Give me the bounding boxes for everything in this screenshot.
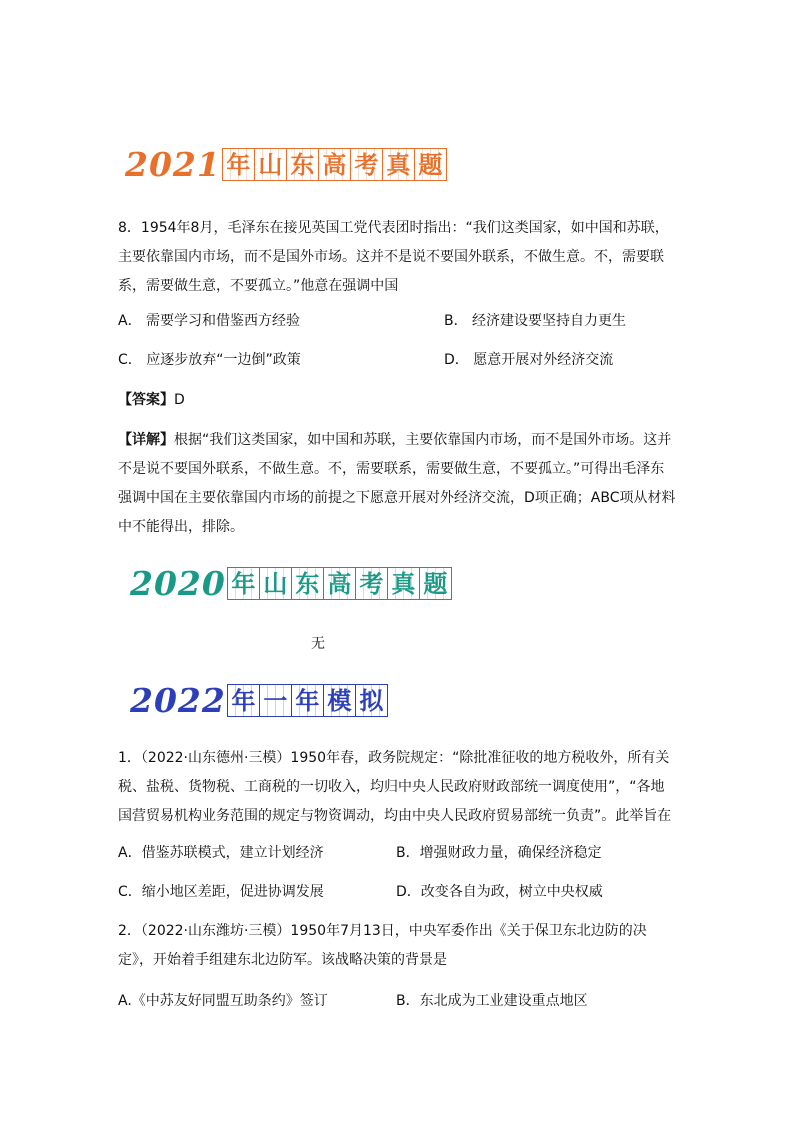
title-char: 拟	[355, 684, 388, 717]
question-2-option-a: A.《中苏友好同盟互助条约》签订	[118, 993, 328, 1009]
title-char: 山	[254, 148, 287, 181]
question-8-option-a: A． 需要学习和借鉴西方经验	[118, 313, 301, 329]
question-2-option-b: B．东北成为工业建设重点地区	[396, 993, 588, 1009]
title-char: 考	[350, 148, 383, 181]
question-8-detail	[118, 426, 678, 542]
question-1-option-a: A．借鉴苏联模式，建立计划经济	[118, 845, 324, 861]
section-year: 2021	[125, 145, 221, 184]
section-title-2021	[125, 145, 447, 184]
title-char: 年	[227, 684, 260, 717]
title-char: 东	[291, 567, 324, 600]
section-year: 2022	[130, 681, 226, 720]
title-char: 题	[419, 567, 452, 600]
question-8-stem: 8．1954年8月，毛泽东在接见英国工党代表团时指出：“我们这类国家，如中国和苏联，主要依靠国内市场，而不是国外市场。这并不是说不要国外联系，不做生意。不，需要联系，需要做生意，不要孤立。”他意在强调中国	[118, 220, 669, 294]
detail-label: 【详解】	[118, 432, 174, 448]
question-1-option-d: D．改变各自为政，树立中央权威	[396, 884, 603, 900]
answer-value: D	[174, 392, 185, 408]
title-char: 高	[323, 567, 356, 600]
detail-text: 根据“我们这类国家，如中国和苏联，主要依靠国内市场，而不是国外市场。这并不是说不要国外联系，不做生意。不，需要联系，需要做生意，不要孤立。”可得出毛泽东强调中国在主要依靠国内市场的前提之下愿意开展对外经济交流，D项正确；ABC项从材料中不能得出，排除。	[118, 432, 676, 535]
title-char: 真	[387, 567, 420, 600]
section-year: 2020	[130, 564, 226, 603]
question-8-option-b: B． 经济建设要坚持自力更生	[444, 313, 627, 329]
none-text: 无	[311, 636, 325, 652]
question-1-stem: 1．（2022·山东德州·三模）1950年春，政务院规定：“除批准征收的地方税收外，所有关税、盐税、货物税、工商税的一切收入，均归中央人民政府财政部统一调度使用”，“各地国营贸易机构业务范围的规定与物资调动，均由中央人民政府贸易部统一负责”。此举旨在	[118, 750, 672, 824]
question-1-option-c: C．缩小地区差距，促进协调发展	[118, 884, 324, 900]
title-char: 年	[227, 567, 260, 600]
section-title-chars	[223, 148, 447, 181]
question-1-option-b: B．增强财政力量，确保经济稳定	[396, 845, 602, 861]
title-char: 考	[355, 567, 388, 600]
title-char: 山	[259, 567, 292, 600]
title-char: 真	[382, 148, 415, 181]
title-char: 题	[414, 148, 447, 181]
section-title-chars	[228, 567, 452, 600]
section-title-2020	[130, 564, 452, 603]
title-char: 一	[259, 684, 292, 717]
title-char: 年	[222, 148, 255, 181]
answer-label: 【答案】	[118, 392, 174, 408]
title-char: 高	[318, 148, 351, 181]
title-char: 年	[291, 684, 324, 717]
question-8-option-c: C． 应逐步放弃“一边倒”政策	[118, 352, 301, 368]
title-char: 东	[286, 148, 319, 181]
section-title-2022	[130, 681, 388, 720]
title-char: 模	[323, 684, 356, 717]
section-title-chars	[228, 684, 388, 717]
question-8-option-d: D． 愿意开展对外经济交流	[444, 352, 614, 368]
question-8-answer	[118, 390, 185, 410]
question-2-stem: 2．（2022·山东潍坊·三模）1950年7月13日，中央军委作出《关于保卫东北边防的决定》，开始着手组建东北边防军。该战略决策的背景是	[118, 923, 647, 968]
